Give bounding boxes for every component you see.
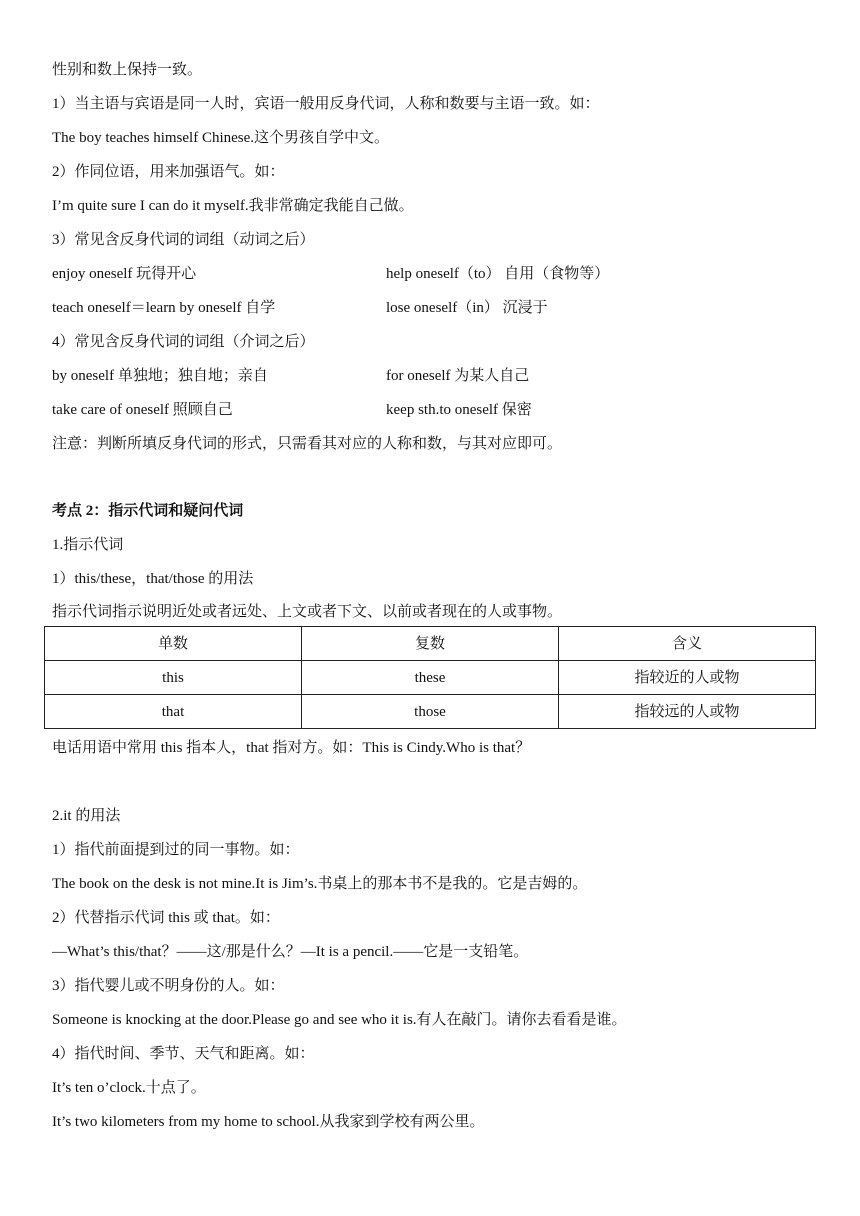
prep-phrase-right: keep sth.to oneself 保密 (386, 402, 532, 418)
table-cell: these (302, 661, 559, 695)
rule-1: 1）当主语与宾语是同一人时，宾语一般用反身代词，人称和数要与主语一致。如： (52, 96, 600, 112)
it-usage-line: 3）指代婴儿或不明身份的人。如： (52, 978, 285, 994)
phone-usage-note: 电话用语中常用 this 指本人，that 指对方。如：This is Cindy.Who is that？ (52, 740, 531, 756)
usage-description: 指示代词指示说明近处或者远处、上文或者下文、以前或者现在的人或事物。 (52, 604, 563, 620)
table-cell: those (302, 695, 559, 729)
verb-phrase-left: teach oneself＝learn by oneself 自学 (52, 300, 276, 316)
table-header-cell: 单数 (45, 627, 302, 661)
it-usage-line: Someone is knocking at the door.Please go and see who it is.有人在敲门。请你去看看是谁。 (52, 1012, 627, 1028)
it-usage-line: 1）指代前面提到过的同一事物。如： (52, 842, 300, 858)
rule-2-example: I’m quite sure I can do it myself.我非常确定我能自己做。 (52, 198, 414, 214)
prep-phrase-left: take care of oneself 照顾自己 (52, 402, 233, 418)
subheading-it: 2.it 的用法 (52, 808, 121, 824)
prep-phrase-right: for oneself 为某人自己 (386, 368, 530, 384)
table-row (45, 661, 816, 695)
demonstrative-table (44, 626, 816, 729)
table-cell: 指较远的人或物 (559, 695, 816, 729)
table-header-cell: 复数 (302, 627, 559, 661)
it-usage-line: The book on the desk is not mine.It is Jim’s.书桌上的那本书不是我的。它是吉姆的。 (52, 876, 588, 892)
table-cell: 指较近的人或物 (559, 661, 816, 695)
usage-point: 1）this/these，that/those 的用法 (52, 571, 254, 587)
prep-phrase-left: by oneself 单独地；独自地；亲自 (52, 368, 268, 384)
verb-phrase-right: lose oneself（in） 沉浸于 (386, 300, 548, 316)
section-heading: 考点 2：指示代词和疑问代词 (52, 503, 244, 519)
rule-2: 2）作同位语，用来加强语气。如： (52, 164, 285, 180)
it-usage-line: —What’s this/that？——这/那是什么？—It is a pencil.——它是一支铅笔。 (52, 944, 529, 960)
it-usage-line: It’s two kilometers from my home to school.从我家到学校有两公里。 (52, 1114, 485, 1130)
table-row (45, 695, 816, 729)
table-header-row (45, 627, 816, 661)
rule-1-example: The boy teaches himself Chinese.这个男孩自学中文。 (52, 130, 390, 146)
rule-4: 4）常见含反身代词的词组（介词之后） (52, 334, 315, 350)
table-cell: that (45, 695, 302, 729)
it-usage-line: It’s ten o’clock.十点了。 (52, 1080, 206, 1096)
note-line: 注意：判断所填反身代词的形式，只需看其对应的人称和数，与其对应即可。 (52, 436, 563, 452)
it-usage-line: 4）指代时间、季节、天气和距离。如： (52, 1046, 315, 1062)
verb-phrase-left: enjoy oneself 玩得开心 (52, 266, 197, 282)
it-usage-line: 2）代替指示代词 this 或 that。如： (52, 910, 280, 926)
verb-phrase-right: help oneself（to） 自用（食物等） (386, 266, 610, 282)
subheading-demonstrative: 1.指示代词 (52, 537, 124, 553)
intro-line: 性别和数上保持一致。 (52, 62, 203, 78)
table-cell: this (45, 661, 302, 695)
rule-3: 3）常见含反身代词的词组（动词之后） (52, 232, 315, 248)
table-header-cell: 含义 (559, 627, 816, 661)
